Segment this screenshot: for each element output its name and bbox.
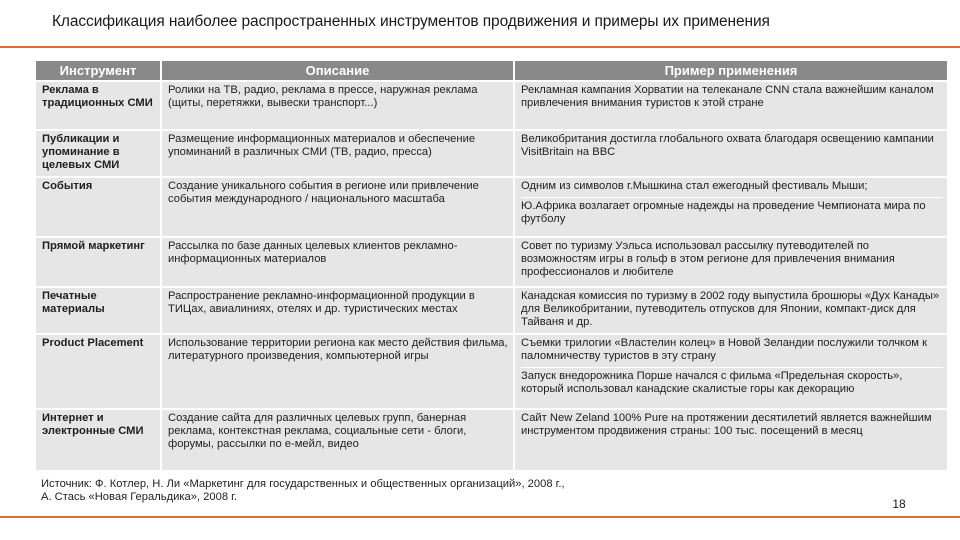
table-row <box>36 409 947 471</box>
example-text: Ю.Африка возлагает огромные надежды на проведение Чемпионата мира по футболу <box>521 197 943 226</box>
description-cell: Распространение рекламно-информационной продукции в ТИЦах, авиалиниях, отелях и др. туристических местах <box>161 287 514 334</box>
bottom-divider <box>0 516 960 518</box>
example-cell <box>514 237 947 287</box>
source-line-1: Источник: Ф. Котлер, Н. Ли «Маркетинг для государственных и общественных организаций», 2008 г., <box>41 478 565 490</box>
header-description: Описание <box>161 61 514 81</box>
instrument-cell: Печатные материалы <box>36 287 161 334</box>
example-text: Сайт New Zeland 100% Pure на протяжении десятилетий является важнейшим инструментом продвижения страны: 100 тыс. посещений в месяц <box>521 412 932 437</box>
table-row <box>36 81 947 130</box>
example-text: Запуск внедорожника Порше начался с фильма «Предельная скорость», который использовал канадские скалистые горы как декорацию <box>521 367 943 396</box>
slide-title: Классификация наиболее распространенных инструментов продвижения и примеры их применения <box>52 13 770 30</box>
table-row <box>36 130 947 177</box>
table-row <box>36 177 947 237</box>
description-cell: Создание уникального события в регионе или привлечение события международного / национального масштаба <box>161 177 514 237</box>
example-text: Съемки трилогии «Властелин колец» в Новой Зеландии послужили толчком к паломничеству туристов в эту страну <box>521 337 927 362</box>
instrument-cell: Product Placement <box>36 334 161 409</box>
header-example: Пример применения <box>514 61 947 81</box>
instrument-cell: Публикации и упоминание в целевых СМИ <box>36 130 161 177</box>
top-divider <box>0 46 960 48</box>
table-row <box>36 237 947 287</box>
tools-table <box>36 61 947 472</box>
source-line-2: А. Стась «Новая Геральдика», 2008 г. <box>41 491 237 503</box>
table-header-row <box>36 61 947 81</box>
example-text: Совет по туризму Уэльса использовал рассылку путеводителей по возможностям игры в гольф в этом регионе для привлечения внимания профессионалов и любителе <box>521 240 895 278</box>
instrument-cell: Реклама в традиционных СМИ <box>36 81 161 130</box>
instrument-cell: Прямой маркетинг <box>36 237 161 287</box>
example-text: Великобритания достигла глобального охвата благодаря освещению кампании VisitBritain на BBC <box>521 133 934 158</box>
table-row <box>36 334 947 409</box>
description-cell: Использование территории региона как место действия фильма, литературного произведения, компьютерной игры <box>161 334 514 409</box>
example-text: Канадская комиссия по туризму в 2002 году выпустила брошюры «Дух Канады» для Великобритании, путеводитель отпусков для Японии, компакт-диск для Тайваня и др. <box>521 290 940 328</box>
example-cell <box>514 409 947 471</box>
example-text: Одним из символов г.Мышкина стал ежегодный фестиваль Мыши; <box>521 180 868 192</box>
page-number: 18 <box>892 497 906 511</box>
example-cell <box>514 81 947 130</box>
example-text: Рекламная кампания Хорватии на телеканале CNN стала важнейшим каналом привлечения внимания туристов к этой стране <box>521 84 934 109</box>
table-row <box>36 287 947 334</box>
description-cell: Рассылка по базе данных целевых клиентов рекламно-информационных материалов <box>161 237 514 287</box>
source-note <box>41 478 801 504</box>
description-cell: Размещение информационных материалов и обеспечение упоминаний в различных СМИ (ТВ, радио, пресса) <box>161 130 514 177</box>
description-cell: Ролики на ТВ, радио, реклама в прессе, наружная реклама (щиты, перетяжки, вывески транспорт...) <box>161 81 514 130</box>
example-cell <box>514 334 947 409</box>
instrument-cell: Интернет и электронные СМИ <box>36 409 161 471</box>
example-cell <box>514 130 947 177</box>
instrument-cell: События <box>36 177 161 237</box>
description-cell: Создание сайта для различных целевых групп, банерная реклама, контекстная реклама, социальные сети - блоги, форумы, рассылки по е-мейл, видео <box>161 409 514 471</box>
header-instrument: Инструмент <box>36 61 161 81</box>
example-cell <box>514 287 947 334</box>
example-cell <box>514 177 947 237</box>
